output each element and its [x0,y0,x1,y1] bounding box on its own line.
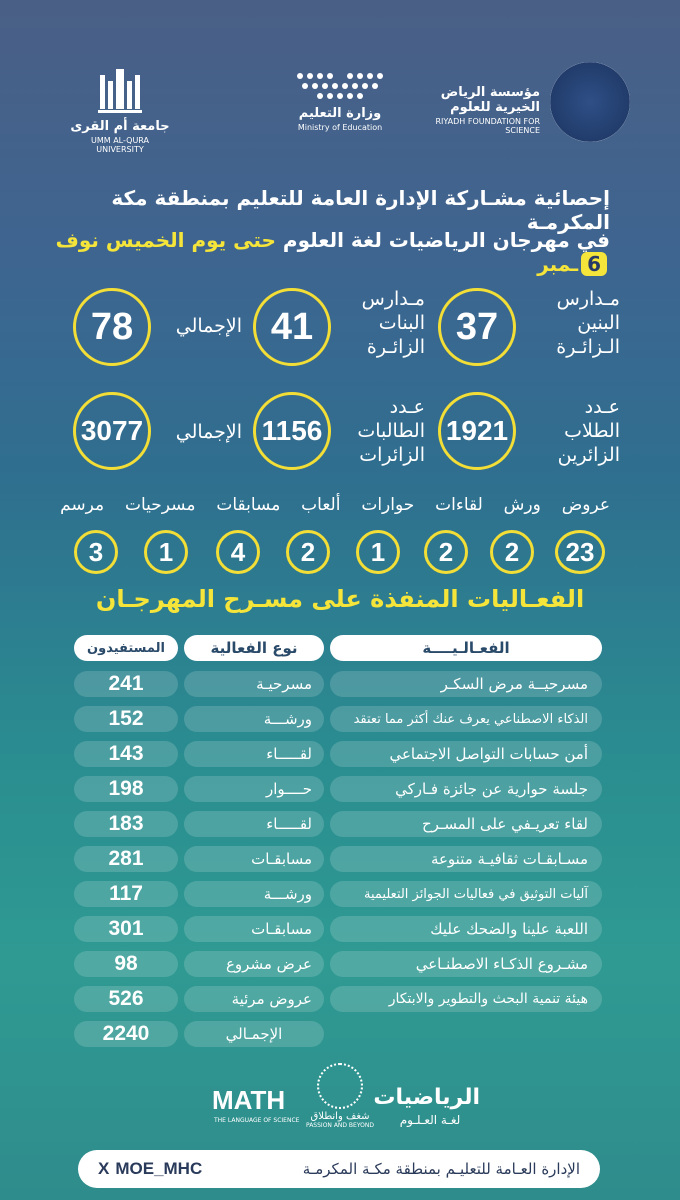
girls-schools-label: مـدارس البنات الزائـرة [361,288,425,358]
category-label: مسرحيات [124,495,196,515]
table-cell-type: مسابقـات [184,916,324,942]
table-cell-event: جلسة حوارية عن جائزة فـاركي [330,776,602,802]
passion-dots-icon [317,1063,363,1109]
header-logos [0,60,680,154]
moe-dots-icon [290,68,390,102]
category-label: مسابقات [216,495,281,515]
category-label: ألعاب [301,495,341,515]
boys-schools-count: 37 [438,288,516,366]
table-cell-beneficiaries: 117 [74,881,178,907]
title-line2-start: في مهرجان الرياضيات لغة العلوم [282,228,610,252]
footer-logos [0,1055,680,1135]
uqu-name-ar: جامعة أم القرى [70,119,170,134]
table-cell-event: آليات التوثيق في فعاليات الجوائز التعليمية [330,881,602,907]
passion-logo [300,1063,380,1129]
table-cell-beneficiaries: 183 [74,811,178,837]
boys-schools-label: مـدارس البنين الـزائـرة [556,288,620,358]
events-section-title: الفعـاليات المنفذة على مسـرح المهرجـان [95,585,585,613]
table-cell-event: أمن حسابات التواصل الاجتماعي [330,741,602,767]
category-label: عروض [561,495,610,515]
table-cell-beneficiaries: 98 [74,951,178,977]
rfs-name-en: RIYADH FOUNDATION FOR SCIENCE [435,117,540,135]
table-cell-beneficiaries: 301 [74,916,178,942]
passion-text-en: PASSION AND BEYOND [305,1122,375,1129]
students-total-count: 3077 [73,392,151,470]
uqu-logo [70,65,170,154]
male-students-label: عـدد الطلاب الزائرين [557,396,620,466]
table-cell-event: لقاء تعريـفي على المسـرح [330,811,602,837]
table-cell-event: مشـروع الذكـاء الاصطنـاعي [330,951,602,977]
table-cell-type: ورشـــة [184,881,324,907]
moe-name-ar: وزارة التعليم [298,106,382,121]
rfs-seal-icon [550,62,630,142]
table-cell-event: هيئة تنمية البحث والتطوير والابتكار [330,986,602,1012]
table-cell-beneficiaries: 152 [74,706,178,732]
table-cell-event: الذكاء الاصطناعي يعرف عنك أكثر مما تعتقد [330,706,602,732]
rfs-name-ar-1: مؤسسة الرياض [440,85,540,100]
riyadiyat-logo-subtitle: لغـة العـلـوم [399,1113,461,1127]
female-students-count: 1156 [253,392,331,470]
table-cell-type: لقـــــاء [184,741,324,767]
category-label: حوارات [361,495,415,515]
category-count: 4 [216,530,260,574]
schools-total-count: 78 [73,288,151,366]
page-title-line2 [50,228,610,276]
footer-org-name: الإدارة العـامة للتعليـم بمنطقة مكـة المكرمـة [302,1160,580,1178]
moe-name-en: Ministry of Education [297,123,383,132]
math-logo: MATH [212,1085,286,1115]
table-cell-type: مسرحيـة [184,671,324,697]
category-count: 1 [144,530,188,574]
table-total-label: الإجمـالي [184,1021,324,1047]
table-cell-type: لقـــــاء [184,811,324,837]
category-count: 2 [490,530,534,574]
category-count: 2 [286,530,330,574]
uqu-name-en: UMM AL-QURA UNIVERSITY [90,136,150,154]
schools-total-label: الإجمالي [175,315,242,337]
table-cell-beneficiaries: 281 [74,846,178,872]
table-header-beneficiaries: المستفيدون [74,635,178,661]
table-cell-beneficiaries: 526 [74,986,178,1012]
page-title-line1: إحصائية مشـاركة الإدارة العامة للتعليم بمنطقة مكة المكرمـة [111,186,610,234]
footer-bar [78,1150,600,1188]
social-handle: MOE_MHC [115,1159,203,1178]
riyadiyat-logo: الرياضيات [373,1085,480,1110]
title-day-badge: 6 [581,252,607,276]
title-line2-highlight: حتى يوم الخميس [105,228,276,252]
category-count: 23 [555,530,605,574]
passion-text-ar: شغف وانطلاق [310,1111,370,1122]
table-header-type: نوع الفعالية [184,635,324,661]
category-count: 1 [356,530,400,574]
category-labels [60,495,610,515]
title-month-b: ـمبر [537,252,579,276]
students-total-label: الإجمالي [175,421,242,443]
category-count: 3 [74,530,118,574]
social-handle-link[interactable] [98,1159,202,1179]
uqu-emblem-icon [98,65,142,115]
category-label: لقاءات [435,495,483,515]
table-cell-event: اللعبة علينا والضحك عليك [330,916,602,942]
table-header-event: الفعـالـيــــة [330,635,602,661]
table-cell-type: ورشـــة [184,706,324,732]
rfs-text [430,85,540,135]
table-cell-type: عرض مشروع [184,951,324,977]
table-cell-beneficiaries: 143 [74,741,178,767]
female-students-label: عـدد الطالبات الزائرات [357,396,425,466]
title-month-a: نوف [55,228,99,252]
rfs-name-ar-2: الخيرية للعلوم [450,100,540,115]
math-logo-subtitle: THE LANGUAGE OF SCIENCE [214,1117,300,1124]
table-total-value: 2240 [74,1021,178,1047]
table-cell-event: مسرحيــة مرض السكـر [330,671,602,697]
category-label: ورش [503,495,541,515]
table-cell-type: مسابقـات [184,846,324,872]
table-cell-type: حــــوار [184,776,324,802]
male-students-count: 1921 [438,392,516,470]
table-cell-beneficiaries: 198 [74,776,178,802]
table-cell-beneficiaries: 241 [74,671,178,697]
category-label: مرسم [60,495,105,515]
moe-logo [285,68,395,132]
x-icon: X [98,1159,110,1178]
girls-schools-count: 41 [253,288,331,366]
category-count: 2 [424,530,468,574]
table-cell-type: عروض مرئية [184,986,324,1012]
table-cell-event: مسـابقـات ثقافيـة متنوعة [330,846,602,872]
